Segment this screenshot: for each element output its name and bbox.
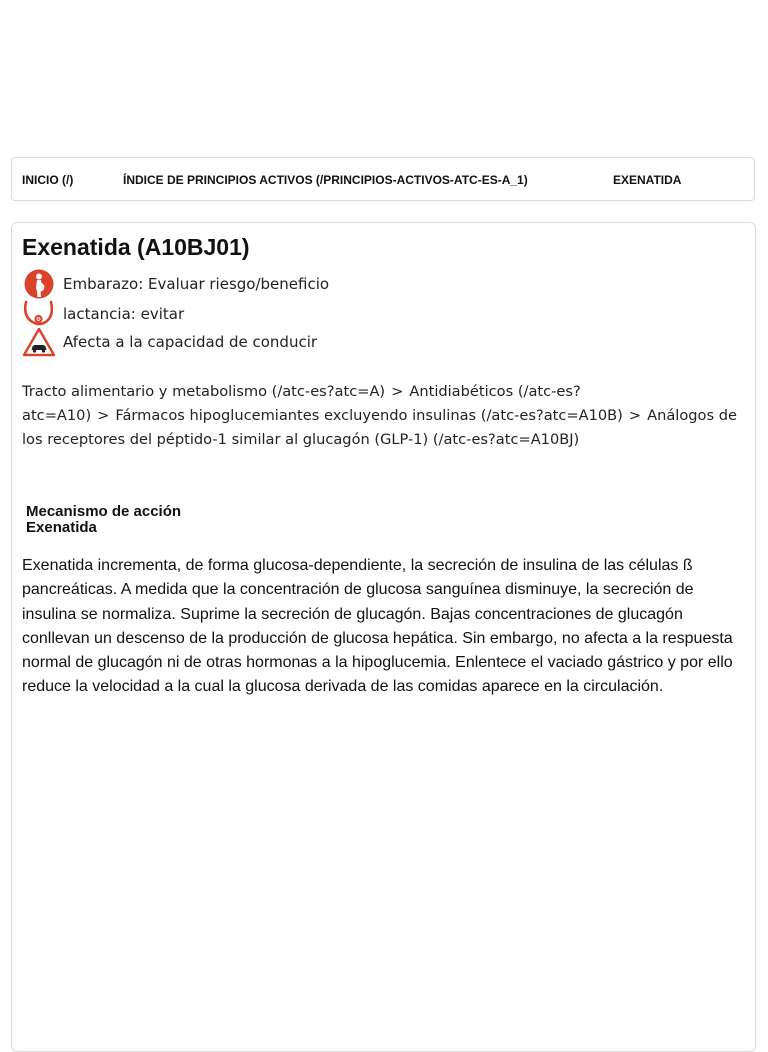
atc-link-a10[interactable]: Antidiabéticos (/atc-es?atc=A10) <box>22 383 581 424</box>
atc-separator: > <box>628 407 642 424</box>
page-title: Exenatida (A10BJ01) <box>22 234 250 260</box>
atc-link-a10bj[interactable]: Análogos de los receptores del péptido-1 similar al glucagón (GLP-1) (/atc-es?atc=A10BJ) <box>22 407 737 448</box>
mechanism-heading: Mecanismo de acción <box>26 503 182 520</box>
warning-text: Afecta a la capacidad de conducir <box>63 333 318 351</box>
warning-lactation <box>22 300 184 328</box>
warning-text: lactancia: evitar <box>63 305 185 323</box>
atc-link-a10b[interactable]: Fármacos hipoglucemiantes excluyendo insulinas (/atc-es?atc=A10B) <box>115 407 623 424</box>
atc-classification <box>22 380 742 452</box>
driving-warning-icon <box>22 327 56 357</box>
lactation-icon <box>22 299 56 329</box>
mechanism-text: Exenatida incrementa, de forma glucosa-dependiente, la secreción de insulina de las células ß pancreáticas. A medida que la concentración de glucosa sanguínea disminuye, la secreción de insulina se normaliza. Suprime la secreción de glucagón. Bajas concentraciones de glucagón conllevan un descenso de la producción de glucosa hepática. Sin embargo, no afecta a la respuesta normal de glucagón ni de otras hormonas a la hipoglucemia. Enlentece el vaciado gástrico y por ello reduce la velocidad a la cual la glucosa derivada de las comidas aparece en la circulación. <box>22 557 733 696</box>
warning-pregnancy <box>22 270 329 298</box>
mechanism-subheading: Exenatida <box>26 519 97 536</box>
warning-driving <box>22 328 317 356</box>
breadcrumb-current: EXENATIDA <box>613 173 682 187</box>
breadcrumb-link-indice[interactable]: ÍNDICE DE PRINCIPIOS ACTIVOS (/PRINCIPIOS-ACTIVOS-ATC-ES-A_1) <box>123 173 528 187</box>
atc-separator: > <box>391 383 404 400</box>
atc-link-a[interactable]: Tracto alimentario y metabolismo (/atc-es?atc=A) <box>22 383 386 400</box>
breadcrumb <box>11 157 755 201</box>
breadcrumb-link-inicio[interactable]: INICIO (/) <box>22 173 74 187</box>
mechanism-heading-block <box>26 504 181 536</box>
warning-text: Embarazo: Evaluar riesgo/beneficio <box>63 275 330 293</box>
atc-separator: > <box>97 407 110 424</box>
pregnancy-icon <box>22 269 56 299</box>
